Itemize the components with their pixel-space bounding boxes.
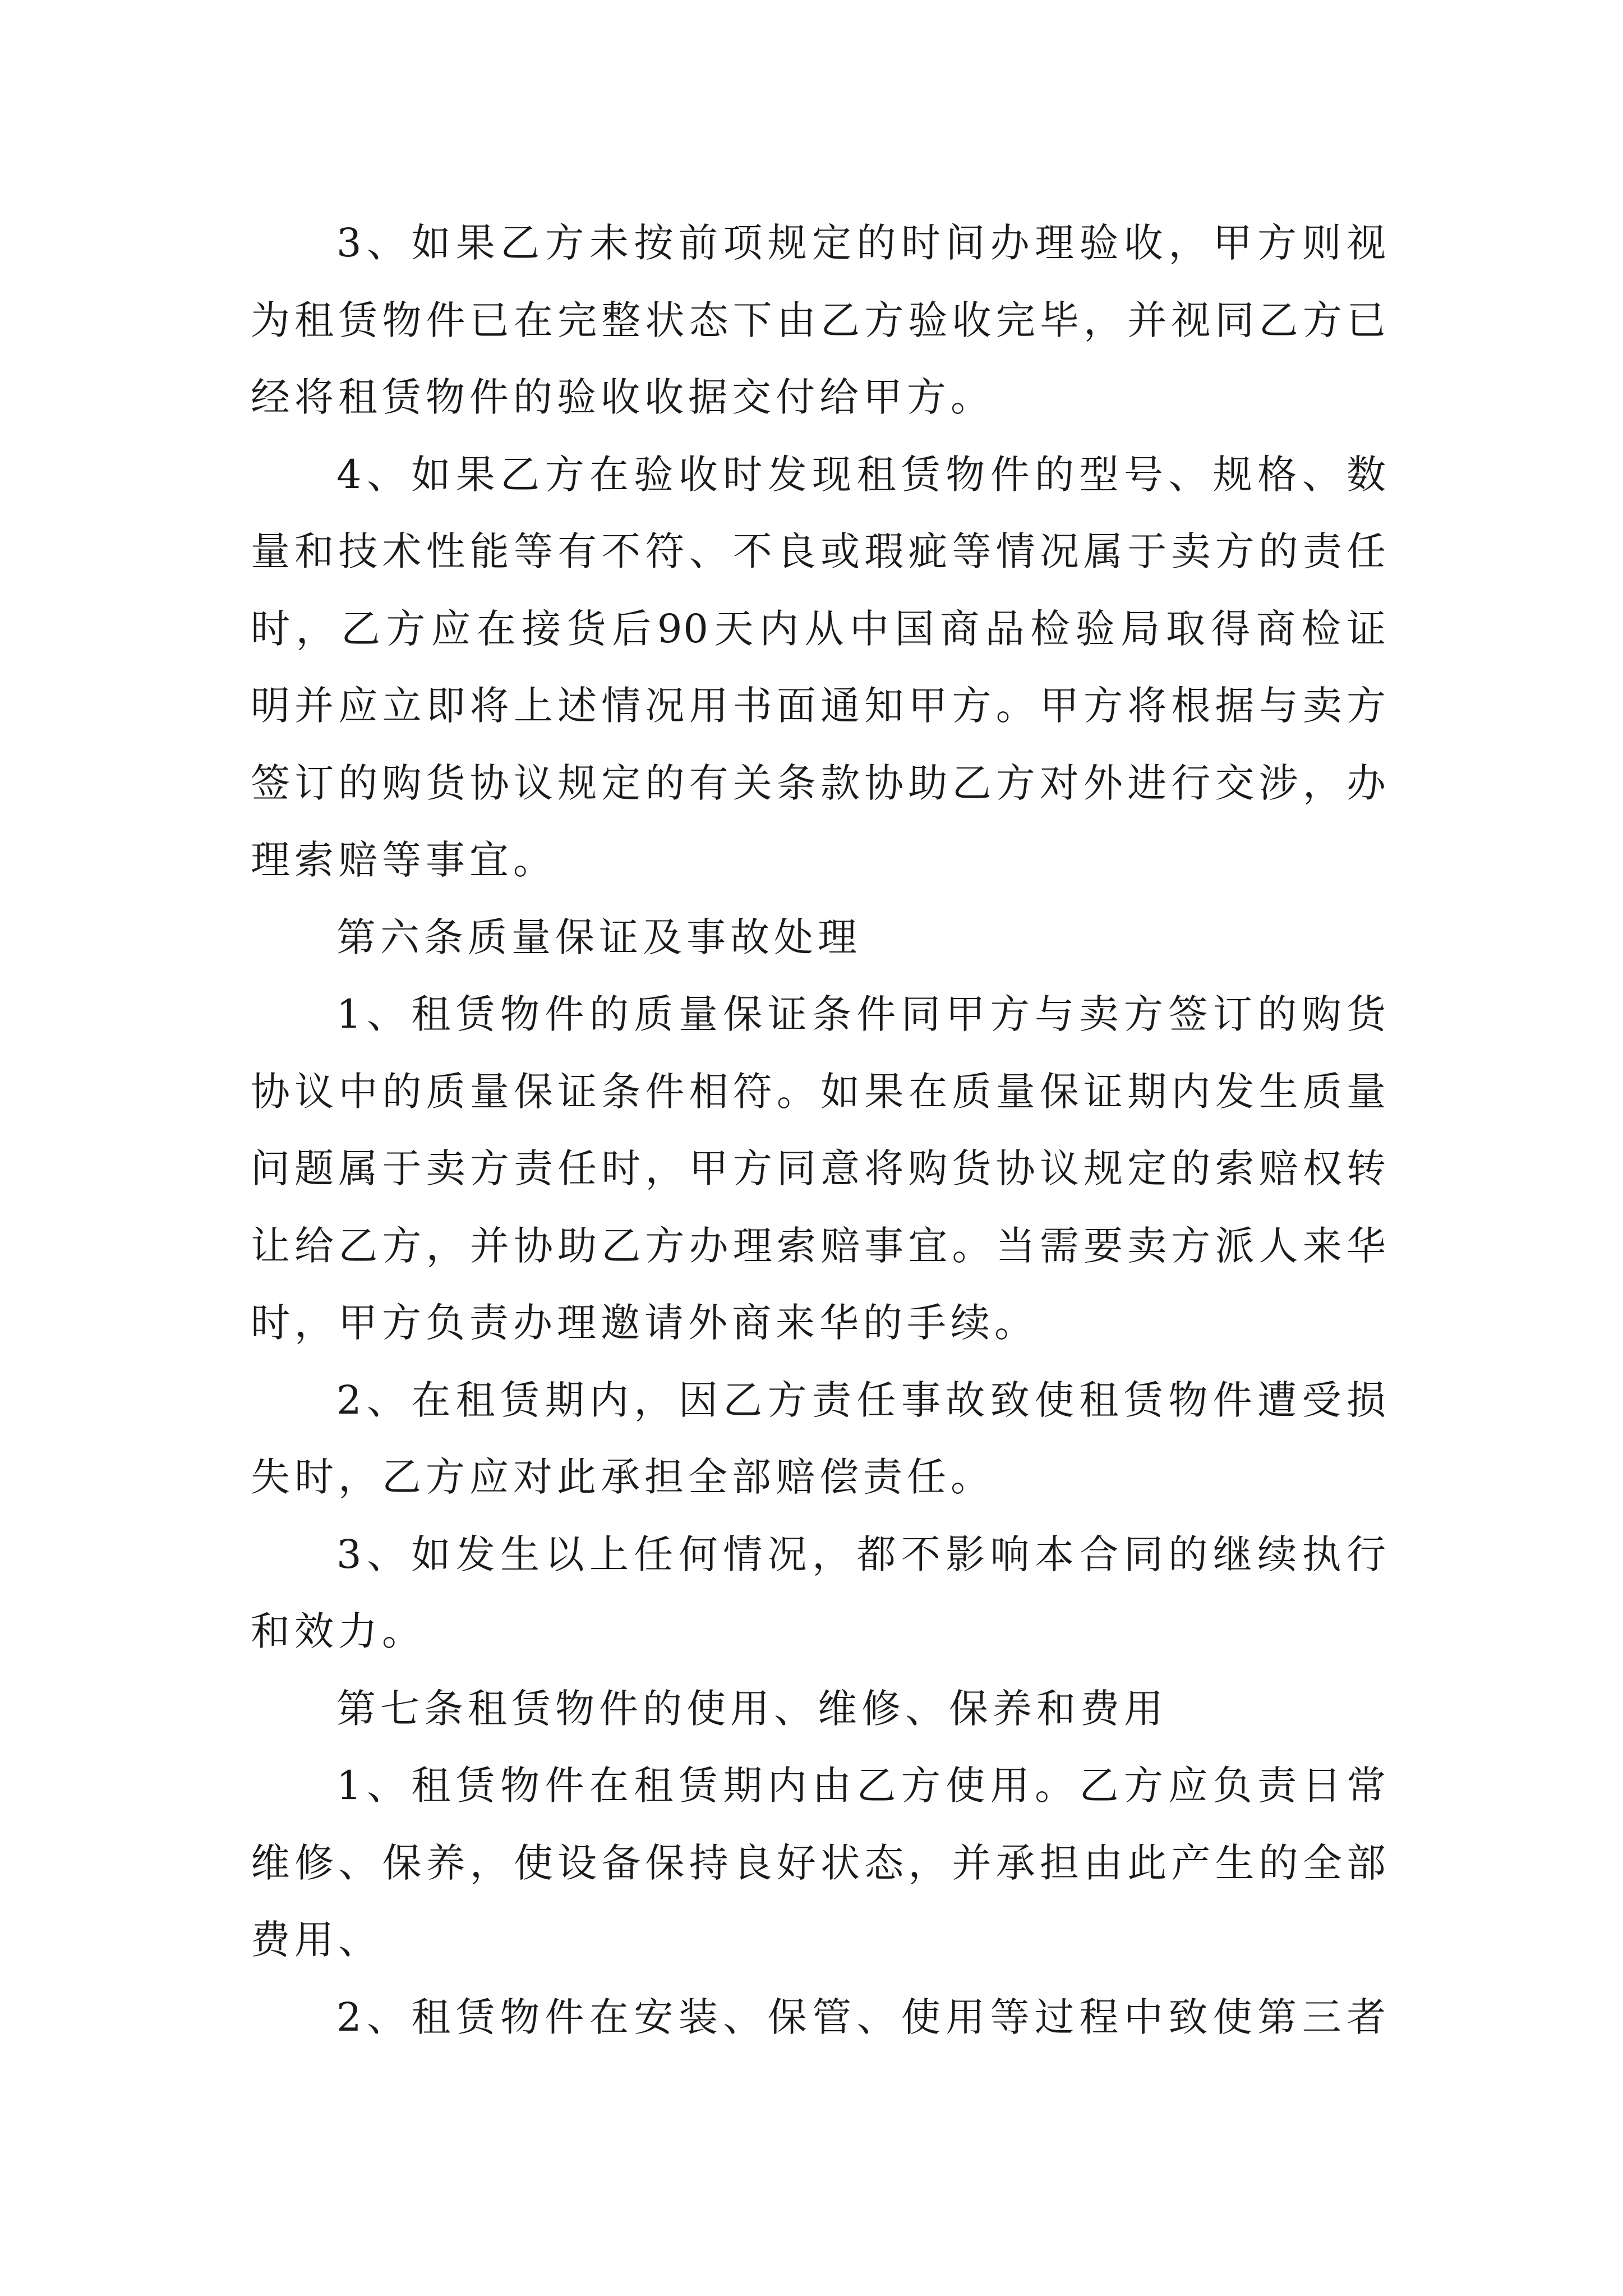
text-line: 1、租赁物件在租赁期内由乙方使用。乙方应负责日常: [336, 1763, 1387, 1809]
text-line: 2、租赁物件在安装、保管、使用等过程中致使第三者: [336, 1994, 1387, 2040]
heading-line: 第七条租赁物件的使用、维修、保养和费用: [336, 1685, 1168, 1732]
document-body: [251, 205, 1387, 2056]
paragraph-clause-6-1: [251, 976, 1387, 1362]
text-line: 时，乙方应在接货后90天内从中国商品检验局取得商检证: [251, 605, 1387, 652]
text-line: 签订的购货协议规定的有关条款协助乙方对外进行交涉，办: [251, 760, 1387, 806]
text-line: 和效力。: [251, 1608, 426, 1654]
article-heading-6: [251, 899, 1387, 977]
text-line: 量和技术性能等有不符、不良或瑕疵等情况属于卖方的责任: [251, 528, 1387, 574]
paragraph-clause-5-4: [251, 436, 1387, 899]
text-line: 维修、保养，使设备保持良好状态，并承担由此产生的全部: [251, 1839, 1387, 1886]
text-line: 明并应立即将上述情况用书面通知甲方。甲方将根据与卖方: [251, 683, 1387, 729]
paragraph-clause-7-1: [251, 1747, 1387, 1979]
text-line: 问题属于卖方责任时，甲方同意将购货协议规定的索赔权转: [251, 1145, 1387, 1191]
text-line: 1、租赁物件的质量保证条件同甲方与卖方签订的购货: [336, 991, 1387, 1037]
text-line: 理索赔等事宜。: [251, 837, 557, 883]
paragraph-clause-7-2: [251, 1979, 1387, 2056]
heading-line: 第六条质量保证及事故处理: [336, 914, 861, 960]
text-line: 费用、: [251, 1917, 382, 1963]
text-line: 3、如发生以上任何情况，都不影响本合同的继续执行: [336, 1531, 1387, 1577]
text-line: 3、如果乙方未按前项规定的时间办理验收，甲方则视: [336, 220, 1387, 266]
article-heading-7: [251, 1671, 1387, 1748]
text-line: 时，甲方负责办理邀请外商来华的手续。: [251, 1300, 1038, 1346]
text-line: 让给乙方，并协助乙方办理索赔事宜。当需要卖方派人来华: [251, 1222, 1387, 1269]
text-line: 协议中的质量保证条件相符。如果在质量保证期内发生质量: [251, 1068, 1387, 1115]
text-line: 4、如果乙方在验收时发现租赁物件的型号、规格、数: [336, 451, 1387, 498]
text-line: 失时，乙方应对此承担全部赔偿责任。: [251, 1454, 994, 1500]
paragraph-clause-6-2: [251, 1362, 1387, 1516]
paragraph-clause-5-3: [251, 205, 1387, 436]
text-line: 为租赁物件已在完整状态下由乙方验收完毕，并视同乙方已: [251, 297, 1387, 343]
paragraph-clause-6-3: [251, 1516, 1387, 1671]
text-line: 经将租赁物件的验收收据交付给甲方。: [251, 374, 994, 420]
text-line: 2、在租赁期内，因乙方责任事故致使租赁物件遭受损: [336, 1377, 1387, 1423]
